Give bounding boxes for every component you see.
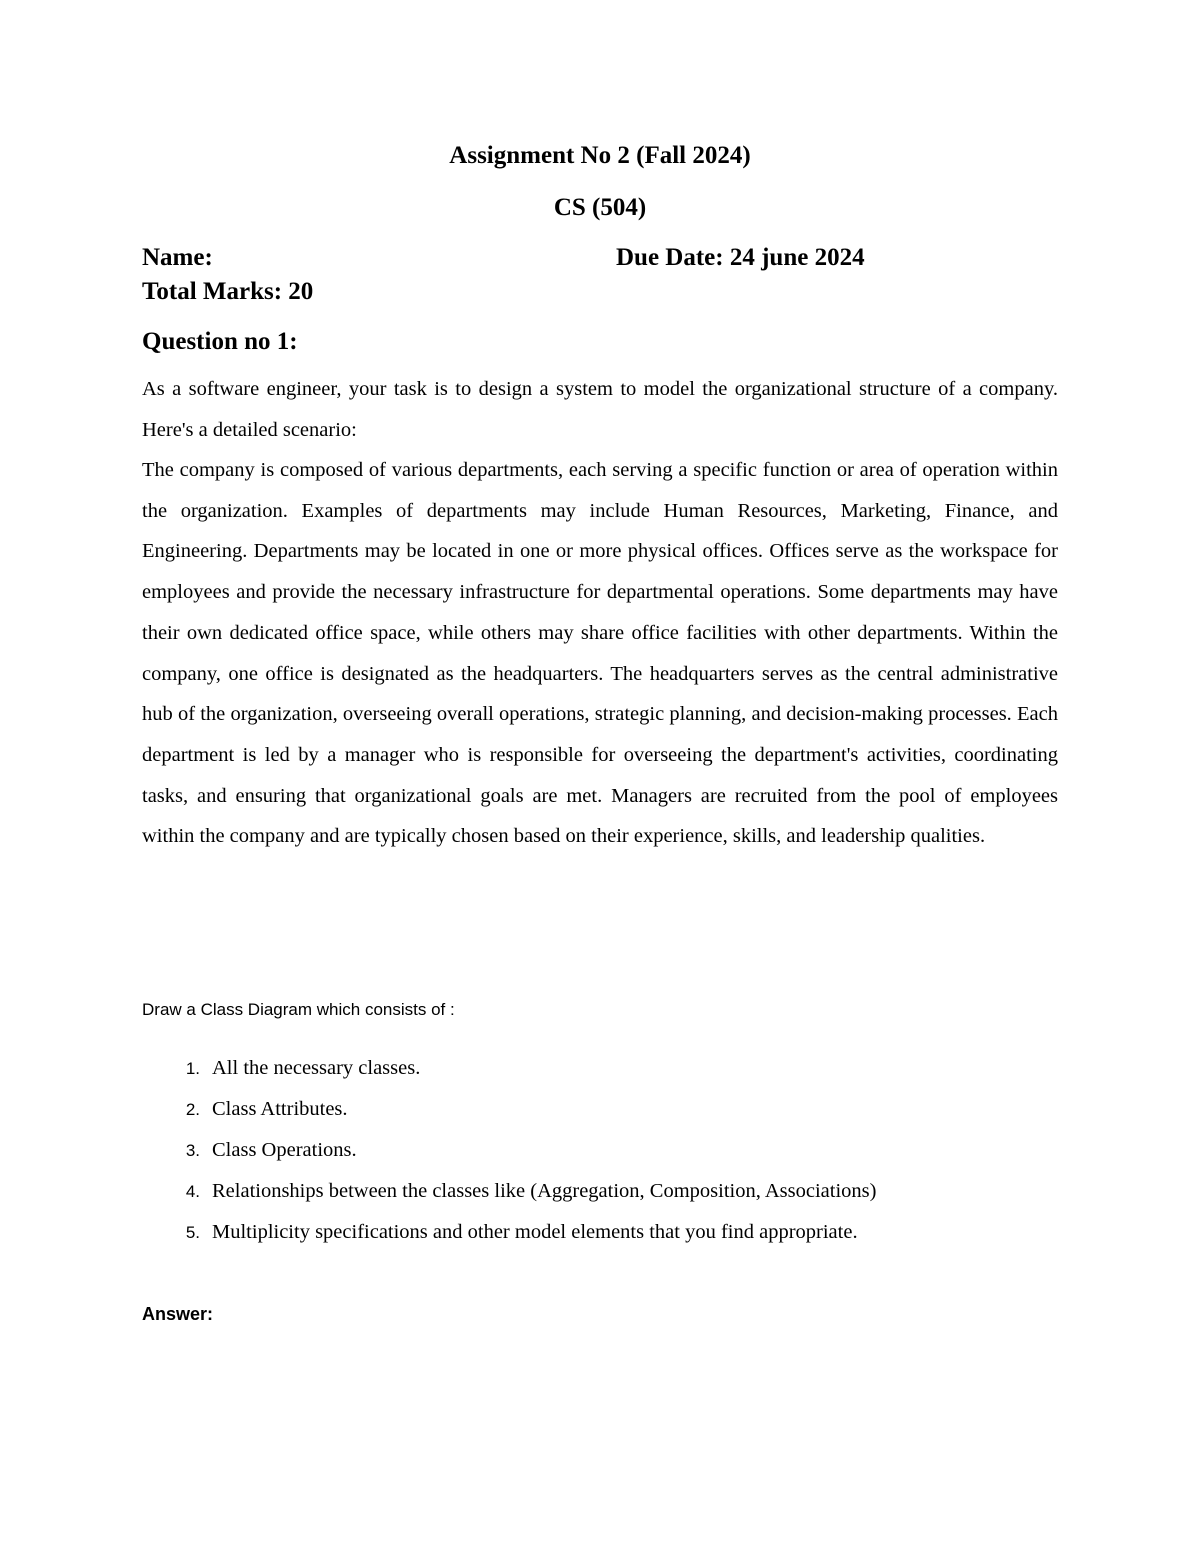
- answer-label: Answer:: [142, 1304, 214, 1324]
- list-item-number: 2.: [185, 1100, 200, 1119]
- list-item-number: 4.: [185, 1182, 200, 1201]
- question-scenario: The company is composed of various departments, each serving a specific function or area of operation within the organization. Examples of departments may include Human Resources, Marketing, Finance, and Engineering. Departments may be located in one or more physical offices. Offices serve as the workspace for employees and provide the necessary infrastructure for departmental operations. Some departments may have their own dedicated office space, while others may share office facilities with other departments. Within the company, one office is designated as the headquarters. The headquarters serves as the central administrative hub of the organization, overseeing overall operations, strategic planning, and decision-making processes. Each department is led by a manager who is responsible for overseeing the department's activities, coordinating tasks, and ensuring that organizational goals are met. Managers are recruited from the pool of employees within the company and are typically chosen based on their experience, skills, and leadership qualities.: [142, 459, 1058, 848]
- question-intro: As a software engineer, your task is to design a system to model the organizational structure of a company. Here's a detailed scenario:: [142, 378, 1058, 441]
- list-item: [142, 1089, 876, 1130]
- list-item: [142, 1048, 876, 1089]
- name-label: Name:: [142, 244, 213, 271]
- list-item-number: 1.: [185, 1059, 200, 1078]
- requirements-list: [142, 1048, 876, 1253]
- total-marks: Total Marks: 20: [142, 278, 314, 305]
- list-item-number: 3.: [185, 1141, 200, 1160]
- question-heading: Question no 1:: [142, 328, 298, 355]
- due-date: Due Date: 24 june 2024: [616, 244, 865, 271]
- list-item: [142, 1171, 876, 1212]
- list-item-text: Class Attributes.: [212, 1098, 348, 1120]
- list-item-text: Relationships between the classes like (Aggregation, Composition, Associations): [212, 1180, 877, 1202]
- instruction-text: Draw a Class Diagram which consists of :: [142, 1000, 455, 1019]
- list-item-text: All the necessary classes.: [212, 1057, 421, 1079]
- assignment-title: Assignment No 2 (Fall 2024): [449, 142, 751, 169]
- list-item-number: 5.: [185, 1223, 200, 1242]
- list-item: [142, 1212, 876, 1253]
- list-item-text: Multiplicity specifications and other model elements that you find appropriate.: [212, 1221, 858, 1243]
- list-item: [142, 1130, 876, 1171]
- list-item-text: Class Operations.: [212, 1139, 357, 1161]
- course-code: CS (504): [553, 194, 647, 221]
